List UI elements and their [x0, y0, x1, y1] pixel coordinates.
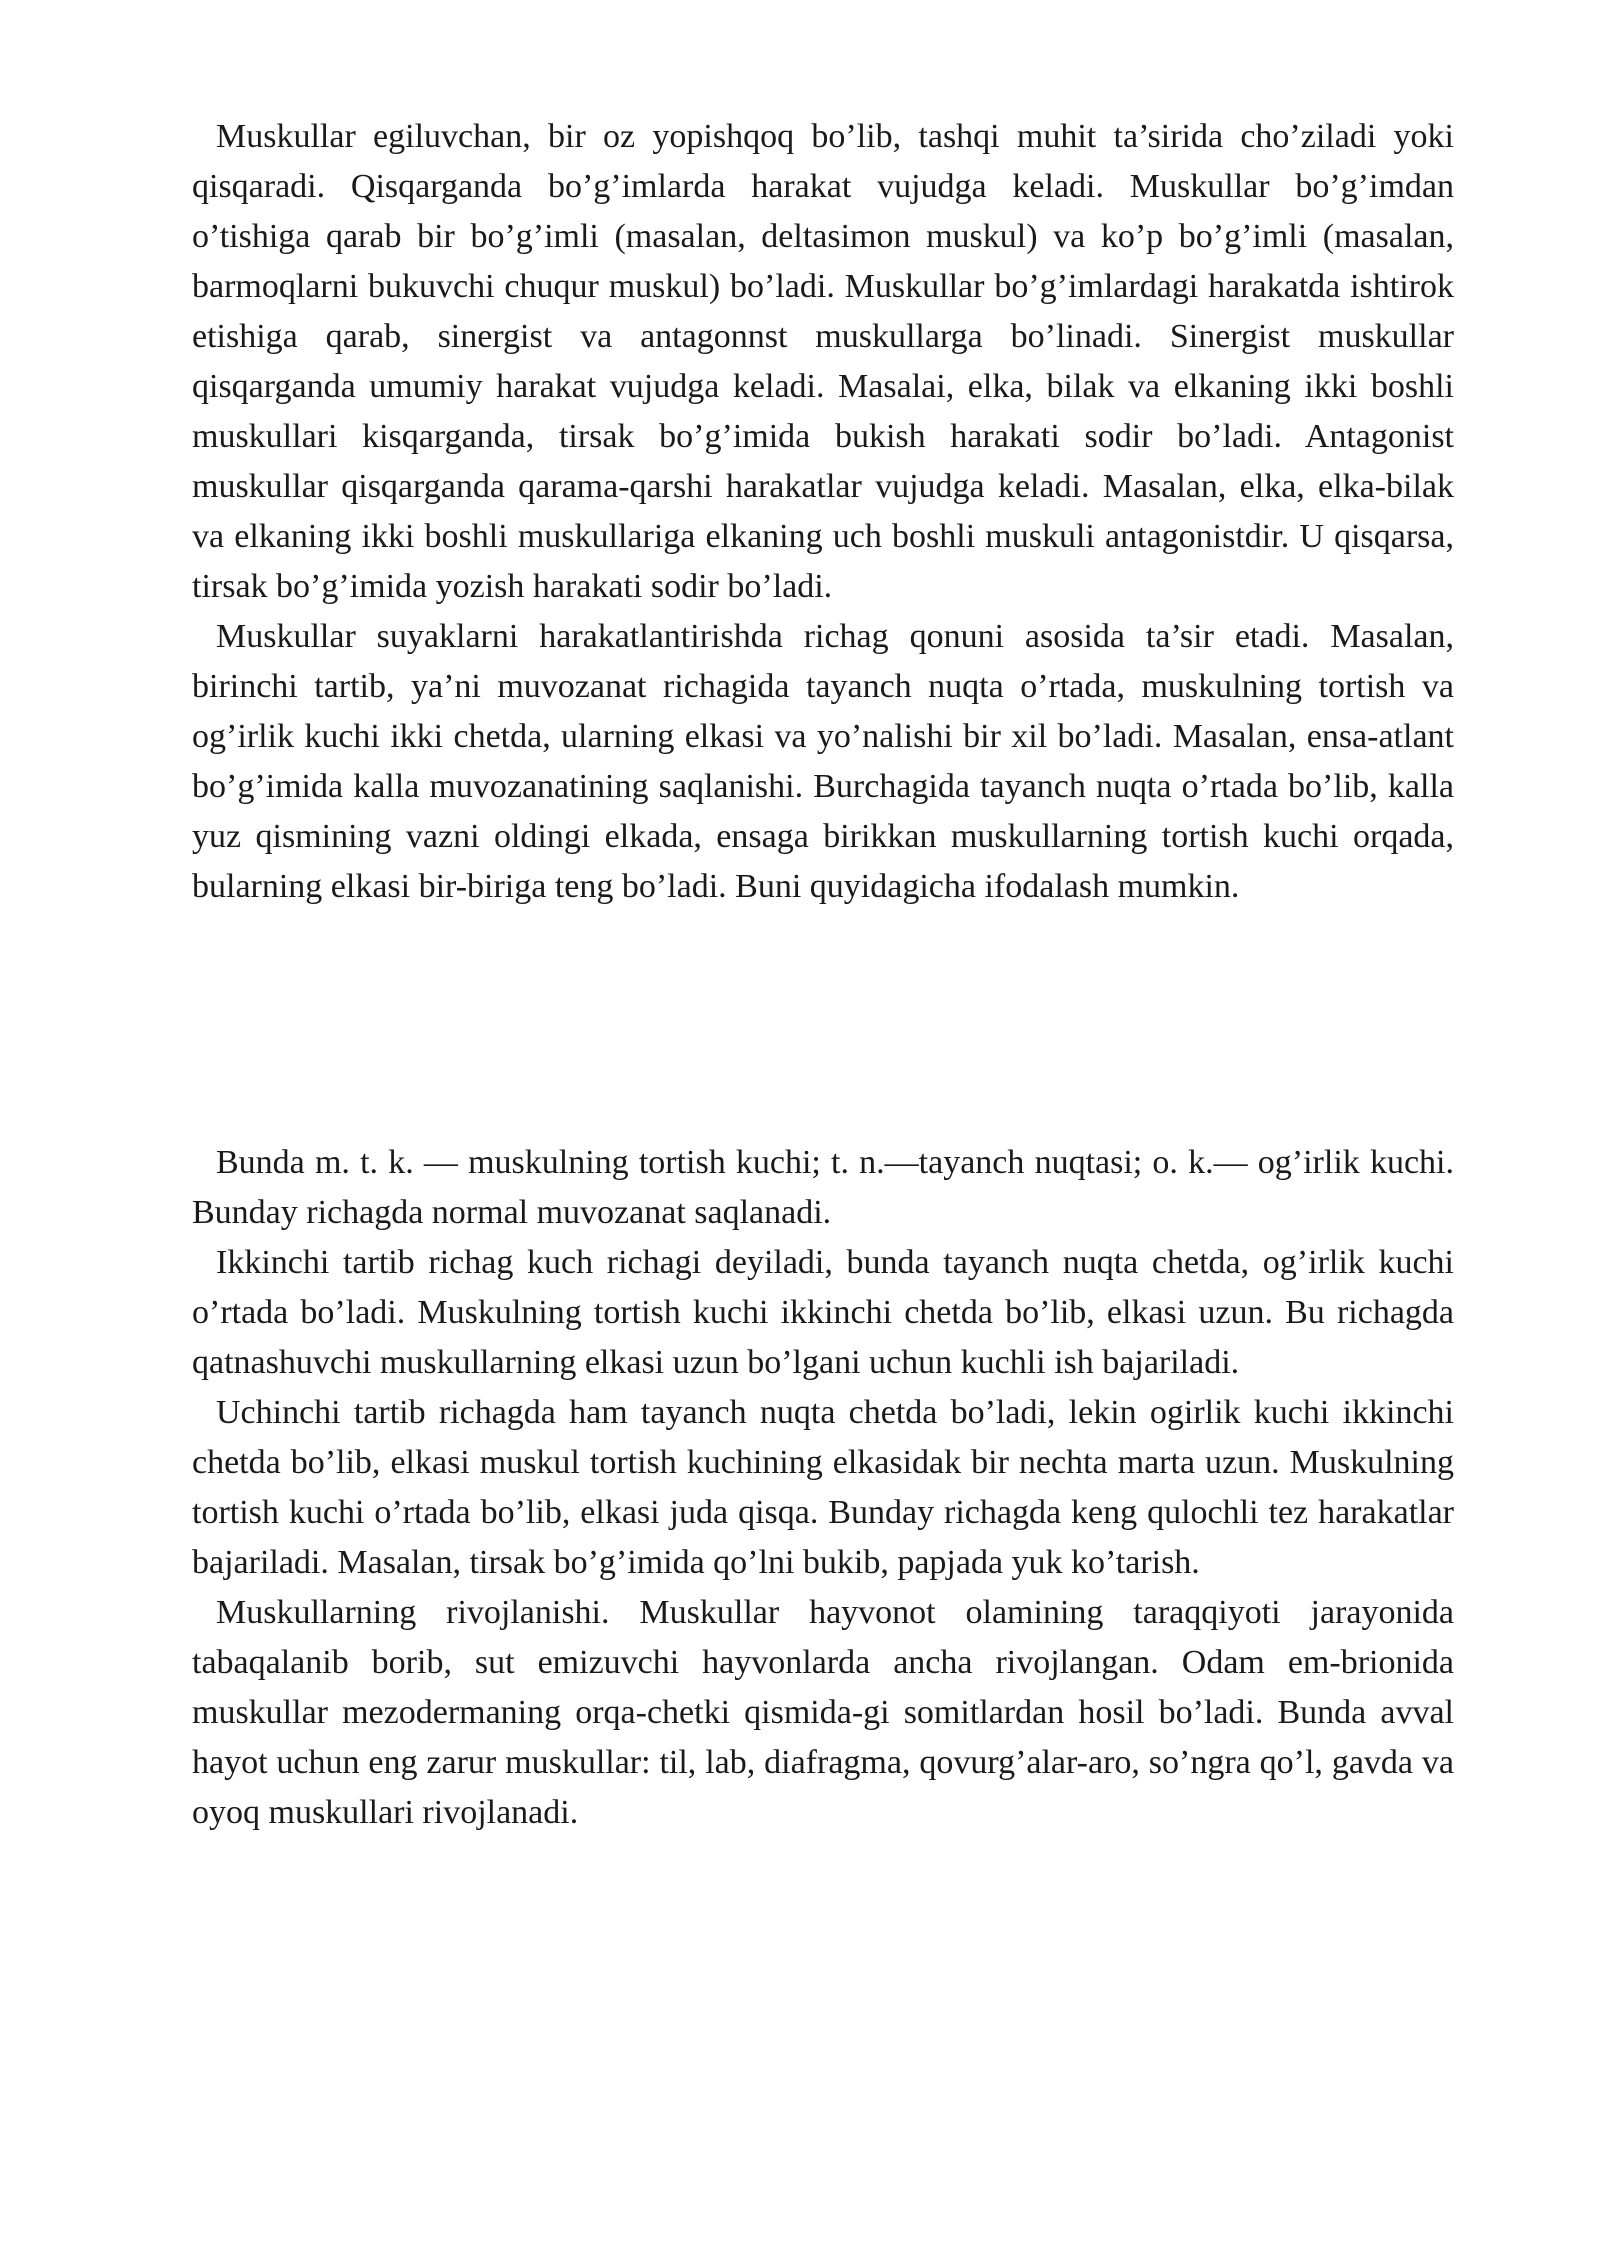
paragraph-lever-second-order: Ikkinchi tartib richag kuch richagi deyiladi, bunda tayanch nuqta chetda, og’irlik kuchi o’rtada bo’ladi. Muskulning tortish kuchi ikkinchi chetda bo’lib, elkasi uzun. Bu richagda qatnashuvchi muskullarning elkasi uzun bo’lgani uchun kuchli ish bajariladi. — [192, 1244, 1454, 1381]
figure-placeholder-space — [192, 912, 1454, 1138]
paragraph-muscle-development: Muskullarning rivojlanishi. Muskullar hayvonot olamining taraqqiyoti jarayonida tabaqalanib borib, sut emizuvchi hayvonlarda ancha rivojlangan. Odam em-brionida muskullar mezodermaning orqa-chetki qismida-gi somitlardan hosil bo’ladi. Bunda avval hayot uchun eng zarur muskullar: til, lab, diafragma, qovurg’alar-aro, so’ngra qo’l, gavda va oyoq muskullari rivojlanadi. — [192, 1594, 1454, 1831]
document-page — [192, 112, 1454, 1838]
paragraph-lever-legend: Bunda m. t. k. — muskulning tortish kuchi; t. n.—tayanch nuqtasi; o. k.— og’irlik kuchi. Bunday richagda normal muvozanat saqlanadi. — [192, 1144, 1454, 1231]
paragraph-lever-third-order: Uchinchi tartib richagda ham tayanch nuqta chetda bo’ladi, lekin ogirlik kuchi ikkinchi chetda bo’lib, elkasi muskul tortish kuchining elkasidak bir nechta marta uzun. Muskulning tortish kuchi o’rtada bo’lib, elkasi juda qisqa. Bunday richagda keng qulochli tez harakatlar bajariladi. Masalan, tirsak bo’g’imida qo’lni bukib, papjada yuk ko’tarish. — [192, 1394, 1454, 1581]
paragraph-muscle-properties: Muskullar egiluvchan, bir oz yopishqoq bo’lib, tashqi muhit ta’sirida cho’ziladi yoki qisqaradi. Qisqarganda bo’g’imlarda harakat vujudga keladi. Muskullar bo’g’imdan o’tishiga qarab bir bo’g’imli (masalan, deltasimon muskul) va ko’p bo’g’imli (masalan, barmoqlarni bukuvchi chuqur muskul) bo’ladi. Muskullar bo’g’imlardagi harakatda ishtirok etishiga qarab, sinergist va antagonnst muskullarga bo’linadi. Sinergist muskullar qisqarganda umumiy harakat vujudga keladi. Masalai, elka, bilak va elkaning ikki boshli muskullari kisqarganda, tirsak bo’g’imida bukish harakati sodir bo’ladi. Antagonist muskullar qisqarganda qarama-qarshi harakatlar vujudga keladi. Masalan, elka, elka-bilak va elkaning ikki boshli muskullariga elkaning uch boshli muskuli antagonistdir. U qisqarsa, tirsak bo’g’imida yozish harakati sodir bo’ladi. — [192, 118, 1454, 605]
paragraph-lever-first-order: Muskullar suyaklarni harakatlantirishda richag qonuni asosida ta’sir etadi. Masalan, birinchi tartib, ya’ni muvozanat richagida tayanch nuqta o’rtada, muskulning tortish va og’irlik kuchi ikki chetda, ularning elkasi va yo’nalishi bir xil bo’ladi. Masalan, ensa-atlant bo’g’imida kalla muvozanatining saqlanishi. Burchagida tayanch nuqta o’rtada bo’lib, kalla yuz qismining vazni oldingi elkada, ensaga birikkan muskullarning tortish kuchi orqada, bularning elkasi bir-biriga teng bo’ladi. Buni quyidagicha ifodalash mumkin. — [192, 618, 1454, 905]
